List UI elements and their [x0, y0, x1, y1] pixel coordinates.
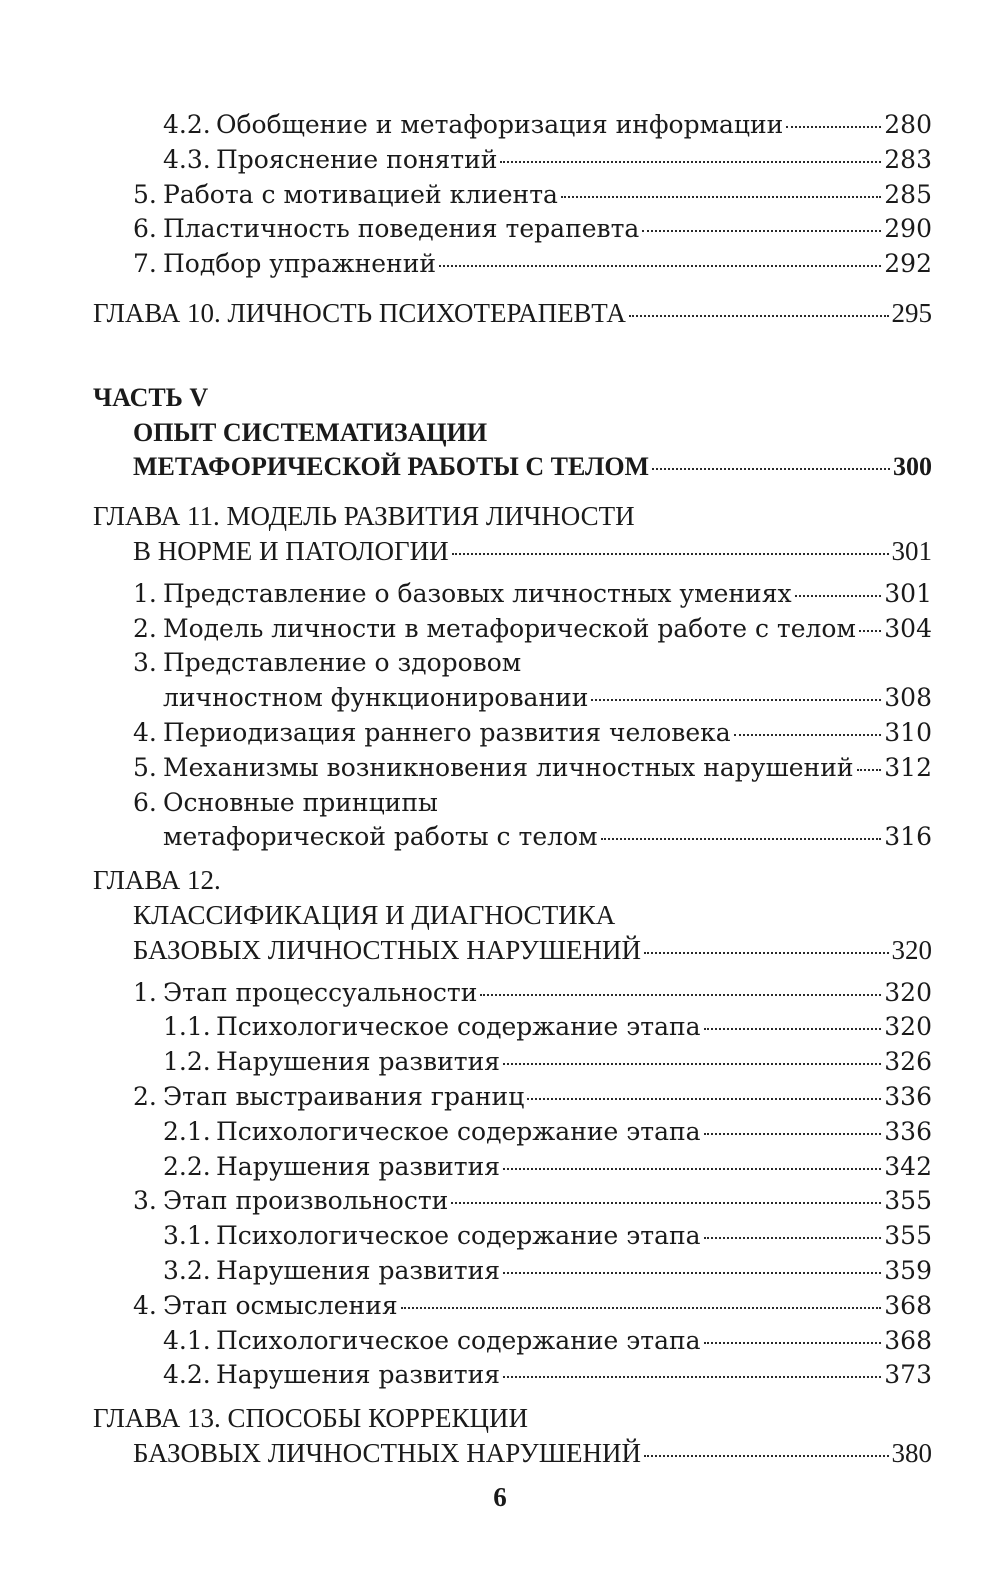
toc-entry-page: 336 — [884, 1081, 932, 1111]
dot-leader — [401, 1307, 882, 1309]
dot-leader — [591, 699, 881, 701]
toc-entry-number: 5. — [133, 752, 157, 782]
chapter-page: 320 — [891, 934, 932, 965]
dot-leader — [704, 1028, 882, 1030]
toc-entry-title: личностном функционировании — [163, 683, 589, 713]
toc-entry-number: 1. — [133, 977, 157, 1007]
toc-entry-title: Нарушения развития — [216, 1360, 501, 1390]
chapter-title: ГЛАВА 10. ЛИЧНОСТЬ ПСИХОТЕРАПЕВТА — [93, 297, 626, 328]
toc-entry-title: Этап процессуальности — [163, 977, 478, 1007]
chapter-page: 295 — [891, 297, 932, 328]
toc-entry-title: Психологическое содержание этапа — [216, 1221, 701, 1251]
toc-entry-title: Представление о базовых личностных умениях — [163, 578, 792, 608]
toc-entry-number: 3. — [133, 1186, 157, 1216]
chapter-11-title-line1: ГЛАВА 11. МОДЕЛЬ РАЗВИТИЯ ЛИЧНОСТИ — [93, 501, 635, 532]
toc-subentry — [0, 1115, 1000, 1150]
dot-leader — [704, 1237, 882, 1239]
toc-entry-number: 6. — [133, 787, 157, 817]
toc-entry-title: Пластичность поведения терапевта — [163, 214, 640, 244]
dot-leader — [859, 630, 881, 632]
dot-leader — [704, 1133, 882, 1135]
toc-entry — [0, 820, 1000, 855]
toc-subentry — [0, 1010, 1000, 1045]
toc-entry-page: 355 — [884, 1186, 932, 1216]
toc-entry — [0, 716, 1000, 751]
toc-entry-line1 — [0, 646, 1000, 681]
toc-entry-page: 368 — [884, 1325, 932, 1355]
toc-entry — [0, 681, 1000, 716]
toc-entry-page: 280 — [884, 110, 932, 139]
chapter-title: БАЗОВЫХ ЛИЧНОСТНЫХ НАРУШЕНИЙ — [133, 934, 641, 965]
toc-entry-page: 308 — [884, 683, 932, 713]
table-of-contents — [0, 108, 1000, 1471]
toc-entry-number: 7. — [133, 249, 157, 279]
dot-leader — [561, 196, 881, 198]
toc-subentry — [0, 1358, 1000, 1393]
toc-entry-number: 5. — [133, 179, 157, 209]
page-number: 6 — [493, 1482, 507, 1512]
dot-leader — [642, 230, 881, 232]
toc-entry-title: Нарушения развития — [216, 1255, 501, 1285]
toc-entry-title: Основные принципы — [163, 787, 438, 817]
toc-entry-page: 326 — [884, 1047, 932, 1077]
dot-leader — [734, 734, 882, 736]
toc-entry — [0, 143, 1000, 178]
toc-entry-number: 2.1. — [163, 1116, 211, 1146]
dot-leader — [644, 952, 889, 954]
dot-leader — [503, 1376, 881, 1378]
toc-entry-line1 — [0, 786, 1000, 821]
dot-leader — [439, 265, 881, 267]
toc-entry-page: 373 — [884, 1360, 932, 1390]
toc-subentry — [0, 1150, 1000, 1185]
toc-entry — [0, 1080, 1000, 1115]
chapter-13-title-line2 — [0, 1436, 1000, 1471]
toc-entry-title: Нарушения развития — [216, 1047, 501, 1077]
toc-entry-number: 4. — [133, 717, 157, 747]
toc-entry-number: 3. — [133, 648, 157, 678]
dot-leader — [480, 994, 881, 996]
chapter-page: 380 — [891, 1437, 932, 1468]
dot-leader — [795, 595, 882, 597]
toc-entry-title: Работа с мотивацией клиента — [163, 179, 558, 209]
toc-entry-title: Этап выстраивания границ — [163, 1081, 525, 1111]
toc-subentry — [0, 1324, 1000, 1359]
toc-entry-title: Психологическое содержание этапа — [216, 1325, 701, 1355]
toc-entry-page: 336 — [884, 1116, 932, 1146]
toc-entry — [0, 976, 1000, 1011]
chapter-11-title-line2 — [0, 534, 1000, 569]
toc-entry-title: метафорической работы с телом — [163, 822, 598, 852]
dot-leader — [652, 468, 890, 470]
toc-entry-number: 1.1. — [163, 1012, 211, 1042]
dot-leader — [503, 1168, 881, 1170]
toc-entry — [0, 612, 1000, 647]
toc-entry-number: 4. — [133, 1290, 157, 1320]
toc-entry-title: Этап произвольности — [163, 1186, 449, 1216]
dot-leader — [503, 1272, 881, 1274]
toc-entry — [0, 108, 1000, 143]
toc-entry-title: Подбор упражнений — [163, 249, 437, 279]
toc-entry-number: 2. — [133, 1081, 157, 1111]
toc-entry-number: 4.2. — [163, 110, 211, 139]
toc-entry — [0, 212, 1000, 247]
toc-entry-page: 285 — [884, 179, 932, 209]
toc-entry-page: 290 — [884, 214, 932, 244]
toc-subentry — [0, 1254, 1000, 1289]
part-title-line2 — [0, 450, 1000, 485]
toc-entry-page: 320 — [884, 977, 932, 1007]
toc-entry-title: Прояснение понятий — [216, 144, 498, 174]
dot-leader — [500, 161, 881, 163]
toc-entry — [0, 751, 1000, 786]
part-title-line1: ОПЫТ СИСТЕМАТИЗАЦИИ — [133, 417, 488, 447]
dot-leader — [857, 769, 882, 771]
toc-entry-number: 1.2. — [163, 1047, 211, 1077]
toc-entry-number: 4.1. — [163, 1325, 211, 1355]
toc-entry-page: 283 — [884, 144, 932, 174]
dot-leader — [704, 1342, 882, 1344]
toc-entry-number: 2. — [133, 613, 157, 643]
toc-entry-title: Психологическое содержание этапа — [216, 1012, 701, 1042]
chapter-13-title-line1: ГЛАВА 13. СПОСОБЫ КОРРЕКЦИИ — [93, 1403, 528, 1434]
chapter-12-title-line2: КЛАССИФИКАЦИЯ И ДИАГНОСТИКА — [133, 899, 616, 930]
dot-leader — [786, 126, 881, 128]
toc-entry-number: 4.2. — [163, 1360, 211, 1390]
toc-entry-title: Механизмы возникновения личностных нарушений — [163, 752, 854, 782]
toc-entry-title: Нарушения развития — [216, 1151, 501, 1181]
toc-entry-title: Модель личности в метафорической работе с телом — [163, 613, 856, 643]
dot-leader — [601, 838, 882, 840]
toc-subentry — [0, 1045, 1000, 1080]
dot-leader — [451, 1202, 881, 1204]
chapter-12-title-line3 — [0, 933, 1000, 968]
part-page: 300 — [893, 452, 932, 482]
toc-entry-page: 310 — [884, 717, 932, 747]
toc-entry-title: Представление о здоровом — [163, 648, 522, 678]
part-title: МЕТАФОРИЧЕСКОЙ РАБОТЫ С ТЕЛОМ — [133, 452, 650, 482]
part-label: ЧАСТЬ V — [93, 382, 209, 412]
dot-leader — [527, 1098, 881, 1100]
dot-leader — [644, 1455, 889, 1457]
chapter-title: БАЗОВЫХ ЛИЧНОСТНЫХ НАРУШЕНИЙ — [133, 1437, 641, 1468]
toc-entry-page: 320 — [884, 1012, 932, 1042]
dot-leader — [503, 1063, 881, 1065]
toc-entry — [0, 178, 1000, 213]
toc-entry-page: 301 — [884, 578, 932, 608]
toc-entry-number: 1. — [133, 578, 157, 608]
chapter-12-title-line1: ГЛАВА 12. — [93, 865, 221, 896]
toc-entry-page: 342 — [884, 1151, 932, 1181]
toc-entry-number: 2.2. — [163, 1151, 211, 1181]
toc-entry-title: Периодизация раннего развития человека — [163, 717, 731, 747]
dot-leader — [629, 315, 889, 317]
toc-subentry — [0, 1219, 1000, 1254]
toc-entry — [0, 1289, 1000, 1324]
toc-entry-number: 6. — [133, 214, 157, 244]
toc-entry-page: 292 — [884, 249, 932, 279]
toc-chapter-10 — [0, 296, 1000, 331]
toc-entry-number: 3.2. — [163, 1255, 211, 1285]
dot-leader — [452, 553, 889, 555]
toc-entry-page: 304 — [884, 613, 932, 643]
chapter-page: 301 — [891, 535, 932, 566]
toc-entry — [0, 1184, 1000, 1219]
toc-entry-page: 368 — [884, 1290, 932, 1320]
toc-entry-number: 3.1. — [163, 1221, 211, 1251]
toc-entry — [0, 577, 1000, 612]
toc-entry-page: 359 — [884, 1255, 932, 1285]
toc-entry-title: Этап осмысления — [163, 1290, 398, 1320]
toc-entry-page: 316 — [884, 822, 932, 852]
toc-entry-page: 355 — [884, 1221, 932, 1251]
toc-entry-title: Обобщение и метафоризация информации — [216, 110, 784, 139]
chapter-title: В НОРМЕ И ПАТОЛОГИИ — [133, 535, 449, 566]
toc-entry-number: 4.3. — [163, 144, 211, 174]
toc-entry — [0, 247, 1000, 282]
toc-entry-page: 312 — [884, 752, 932, 782]
toc-entry-title: Психологическое содержание этапа — [216, 1116, 701, 1146]
